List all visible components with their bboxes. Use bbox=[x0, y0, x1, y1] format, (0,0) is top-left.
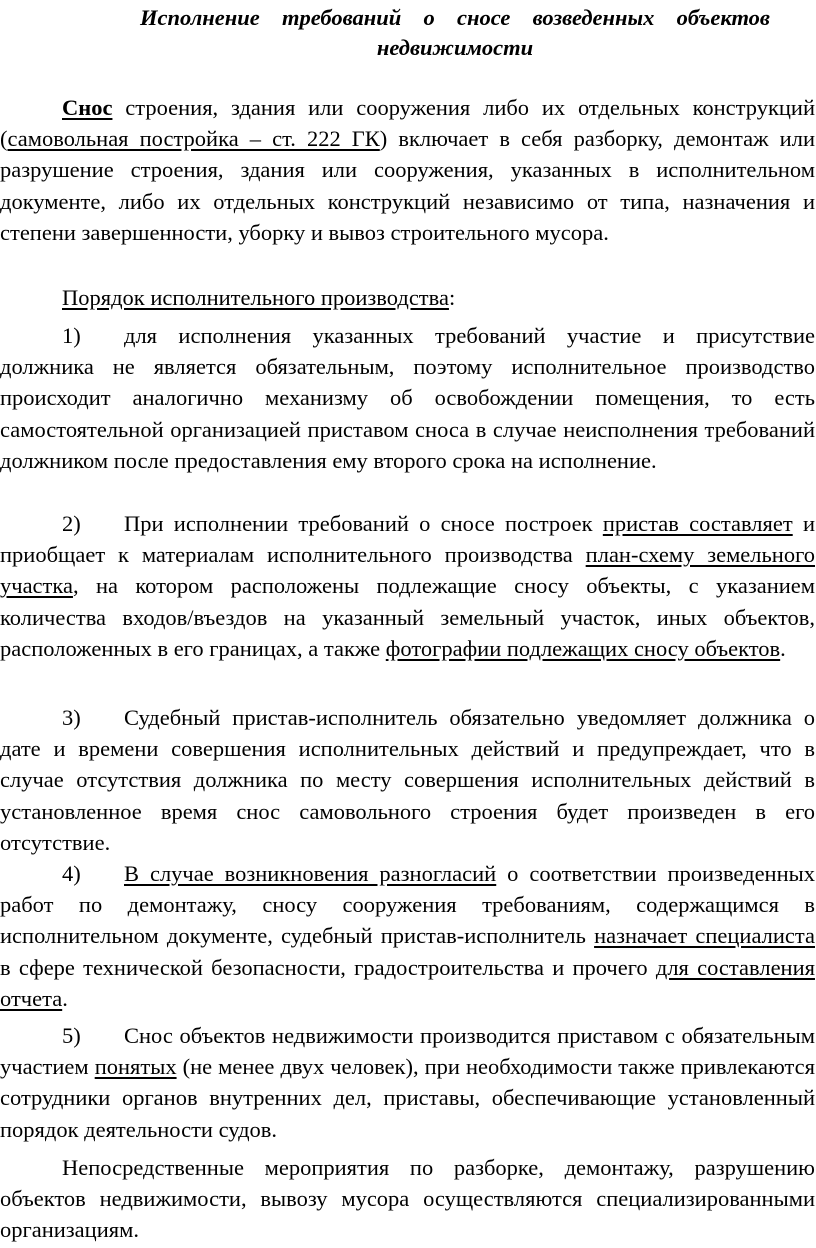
list-item-5 bbox=[0, 1020, 815, 1145]
term-snos: Снос bbox=[62, 95, 113, 120]
item-2-underline-1: пристав составляет bbox=[602, 511, 793, 536]
item-1-text: для исполнения указанных требований участие и присутствие должника не является обязательным, поэтому исполнительное производство происходит аналогично механизму об освобождении помещения, то есть самостоятельной организацией приставом сноса в случае неисполнения требований должником после предоставления ему второго срока на исполнение. bbox=[0, 323, 815, 473]
intro-text-1: строения, здания или сооружения либо их отдельных конструкций ( bbox=[0, 95, 815, 152]
title-line-2: недвижимости bbox=[376, 35, 534, 60]
item-2-text-4: . bbox=[780, 635, 786, 661]
item-5-underline-1: понятых bbox=[94, 1054, 177, 1080]
intro-text-2: ) включает в себя разборку, демонтаж или разрушение строения, здания или сооружения, указанных в исполнительном документе, либо их отдельных конструкций независимо от типа, назначения и степени завершенности, уборку и вывоз строительного мусора. bbox=[0, 126, 815, 245]
law-reference: самовольная постройка – ст. 222 ГК bbox=[7, 126, 380, 152]
intro-paragraph bbox=[0, 92, 815, 248]
item-2-text-2: и приобщает к материалам исполнительного производства bbox=[0, 511, 815, 568]
item-1-number: 1) bbox=[62, 323, 81, 348]
item-4-text-1: о соответствии произведенных работ по демонтажу, сносу сооружения требованиям, содержащимся в исполнительном документе, судебный пристав-исполнитель bbox=[0, 861, 816, 949]
item-4-text-2: в сфере технической безопасности, градостроительства и прочего bbox=[0, 954, 656, 980]
item-2-underline-3: фотографии подлежащих сносу объектов bbox=[385, 635, 781, 661]
procedure-heading: Порядок исполнительного производства bbox=[62, 285, 449, 310]
item-4-text-3: . bbox=[62, 985, 68, 1011]
closing-paragraph: Непосредственные мероприятия по разборке, демонтажу, разрушению объектов недвижимости, вывозу мусора осуществляются специализированными организациям. bbox=[0, 1155, 815, 1243]
item-4-underline-2: назначает специалиста bbox=[594, 923, 815, 949]
item-3-text: Судебный пристав-исполнитель обязательно уведомляет должника о дате и времени совершения исполнительных действий и предупреждает, что в случае отсутствия должника по месту совершения исполнительных действий в установленное время снос самовольного строения будет произведен в его отсутствие. bbox=[0, 705, 815, 855]
item-3-number: 3) bbox=[62, 705, 81, 730]
item-2-text-1: При исполнении требований о сносе построек bbox=[124, 511, 603, 536]
item-5-text-2: (не менее двух человек), при необходимости также привлекаются сотрудники органов внутренних дел, приставы, обеспечивающие установленный порядок деятельности судов. bbox=[0, 1054, 816, 1142]
item-2-underline-2: план-схему земельного участка bbox=[0, 542, 815, 599]
item-5-text-1: Снос объектов недвижимости производится приставом с обязательным участием bbox=[0, 1023, 815, 1080]
document-title bbox=[100, 3, 770, 63]
item-4-number: 4) bbox=[62, 861, 81, 886]
item-2-text-3: , на котором расположены подлежащие сносу объекты, с указанием количества входов/въездов на указанный земельный участок, иных объектов, расположенных в его границах, а также bbox=[0, 573, 815, 661]
item-5-number: 5) bbox=[62, 1023, 81, 1048]
list-item-3 bbox=[0, 702, 815, 858]
list-item-2 bbox=[0, 508, 815, 664]
list-item-1 bbox=[0, 320, 815, 476]
title-line-1: Исполнение требований о сносе возведенных объектов bbox=[140, 5, 770, 30]
list-item-4 bbox=[0, 858, 815, 1014]
item-4-underline-3: для составления отчета bbox=[0, 954, 815, 1011]
procedure-heading-paragraph bbox=[0, 282, 815, 313]
item-4-underline-1: В случае возникновения разногласий bbox=[124, 861, 497, 886]
item-2-number: 2) bbox=[62, 511, 81, 536]
procedure-colon: : bbox=[448, 285, 456, 310]
